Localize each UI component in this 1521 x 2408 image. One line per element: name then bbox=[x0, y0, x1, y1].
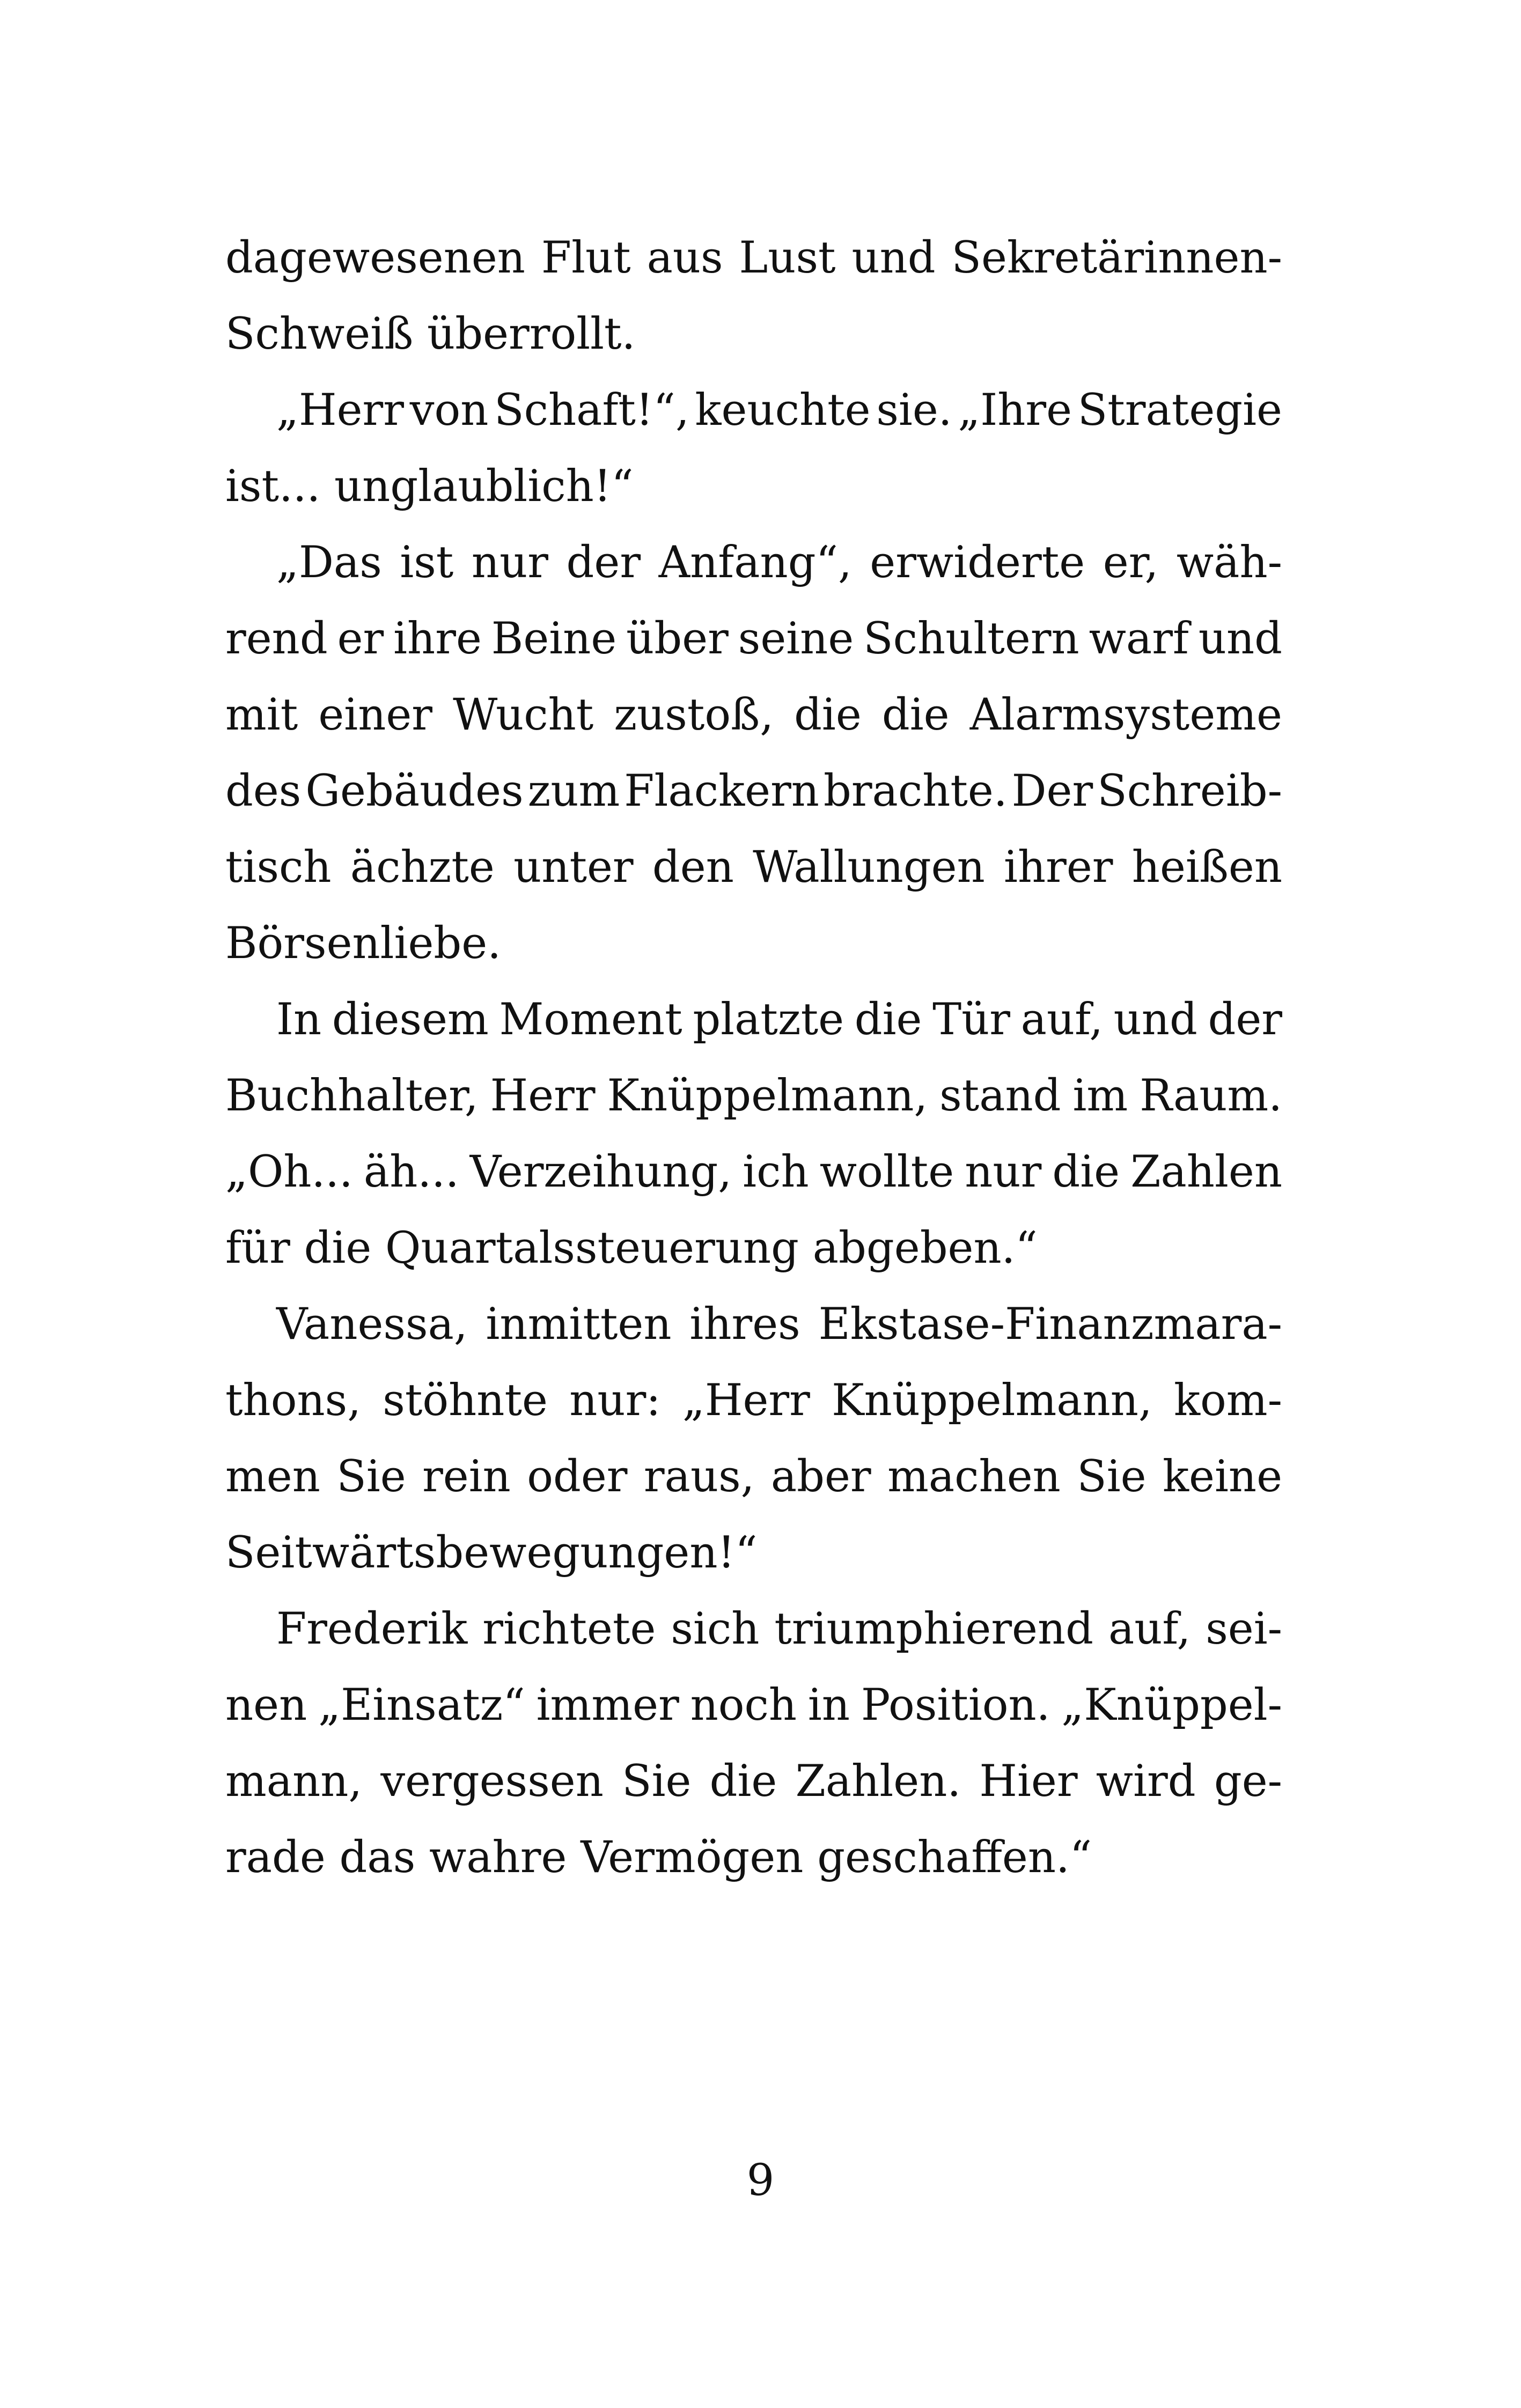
paragraph bbox=[225, 982, 1282, 1286]
body-text bbox=[225, 220, 1282, 1896]
paragraph bbox=[225, 220, 1282, 372]
text-line: rade das wahre Vermögen geschaffen.“ bbox=[225, 1832, 1092, 1883]
text-line: ist... unglaublich!“ bbox=[225, 461, 634, 512]
text-line: Frederik richtete sich triumphierend auf, sei- bbox=[276, 1604, 1282, 1654]
text-line: thons, stöhnte nur: „Herr Knüppelmann, kom- bbox=[225, 1375, 1282, 1426]
text-line: rend er ihre Beine über seine Schultern warf und bbox=[225, 614, 1282, 664]
text-line: Börsenliebe. bbox=[225, 918, 501, 969]
text-line: dagewesenen Flut aus Lust und Sekretärinnen- bbox=[225, 233, 1282, 283]
paragraph bbox=[225, 372, 1282, 525]
text-line: für die Quartalssteuerung abgeben.“ bbox=[225, 1223, 1038, 1273]
paragraph bbox=[225, 1286, 1282, 1591]
text-line: Vanessa, inmitten ihres Ekstase-Finanzmara- bbox=[276, 1299, 1282, 1350]
text-line: Buchhalter, Herr Knüppelmann, stand im Raum. bbox=[225, 1071, 1282, 1121]
page-number: 9 bbox=[746, 2155, 775, 2206]
paragraph bbox=[225, 1591, 1282, 1896]
text-line: men Sie rein oder raus, aber machen Sie keine bbox=[225, 1452, 1282, 1502]
text-line: des Gebäudes zum Flackern brachte. Der Schreib- bbox=[225, 766, 1282, 816]
text-line: mit einer Wucht zustoß, die die Alarmsysteme bbox=[225, 690, 1282, 740]
text-line: „Oh... äh... Verzeihung, ich wollte nur die Zahlen bbox=[225, 1147, 1282, 1197]
text-line: nen „Einsatz“ immer noch in Position. „Knüppel- bbox=[225, 1680, 1282, 1730]
text-line: Schweiß überrollt. bbox=[225, 309, 636, 359]
text-line: „Herr von Schaft!“, keuchte sie. „Ihre Strategie bbox=[276, 385, 1282, 436]
text-line: mann, vergessen Sie die Zahlen. Hier wird ge- bbox=[225, 1756, 1282, 1807]
text-line: tisch ächzte unter den Wallungen ihrer heißen bbox=[225, 842, 1282, 893]
text-line: Seitwärtsbewegungen!“ bbox=[225, 1528, 758, 1578]
text-line: „Das ist nur der Anfang“, erwiderte er, wäh- bbox=[276, 537, 1282, 588]
text-line: In diesem Moment platzte die Tür auf, und der bbox=[276, 995, 1282, 1045]
paragraph bbox=[225, 525, 1282, 982]
